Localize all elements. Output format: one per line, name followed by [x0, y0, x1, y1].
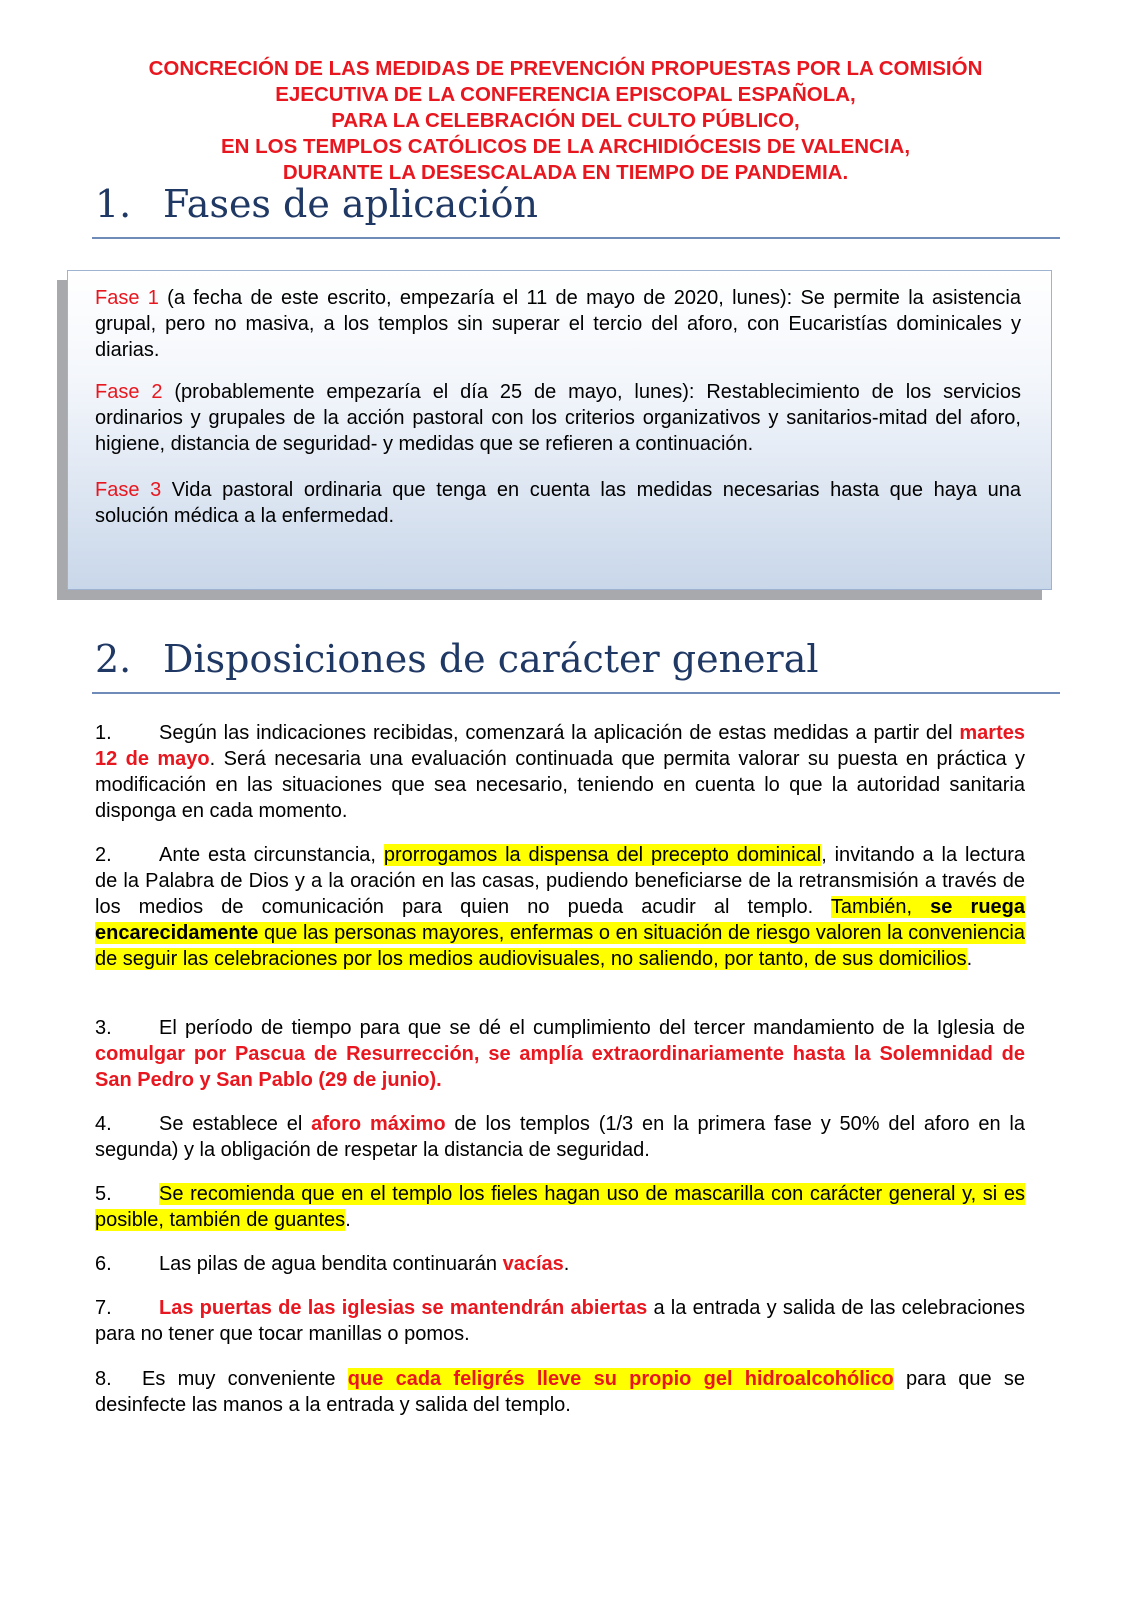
fase-3-label: Fase 3	[95, 479, 162, 501]
section-1-heading	[95, 182, 1060, 226]
item-emphasis: martes 12 de mayo	[95, 722, 1025, 770]
item-number: 8.	[95, 1368, 112, 1390]
fase-1-label: Fase 1	[95, 287, 159, 309]
item-number: 6.	[95, 1253, 112, 1275]
list-item-4	[95, 1111, 1025, 1163]
item-text: de los templos (1/3 en la primera fase y 50% del aforo en la segunda) y la obligación de respetar la distancia de seguridad.	[95, 1113, 1025, 1161]
title-line-1: CONCRECIÓN DE LAS MEDIDAS DE PREVENCIÓN PROPUESTAS POR LA COMISIÓN	[148, 57, 983, 80]
item-emphasis: Las puertas de las iglesias se mantendrán abiertas	[159, 1297, 648, 1319]
item-emphasis: comulgar por Pascua de Resurrección, se amplía extraordinariamente hasta la Solemnidad de San Pedro y San Pablo (29 de junio).	[95, 1043, 1025, 1091]
item-text: Se establece el	[159, 1113, 312, 1135]
item-text: Ante esta circunstancia,	[159, 844, 384, 866]
title-line-3: PARA LA CELEBRACIÓN DEL CULTO PÚBLICO,	[331, 109, 800, 132]
section-2-title: Disposiciones de carácter general	[163, 637, 819, 681]
item-emphasis: vacías	[502, 1253, 564, 1275]
item-text: . Será necesaria una evaluación continuada que permita valorar su puesta en práctica y modificación en las situaciones que sea necesario, teniendo en cuenta lo que la autoridad sanitaria disponga en cada momento.	[95, 748, 1025, 822]
item-text: El período de tiempo para que se dé el cumplimiento del tercer mandamiento de la Iglesia de	[159, 1017, 1025, 1039]
fase-2-label: Fase 2	[95, 381, 163, 403]
item-text: .	[563, 1253, 570, 1275]
item-text: .	[966, 948, 973, 970]
item-text: Las pilas de agua bendita continuarán	[159, 1253, 503, 1275]
section-1-number: 1.	[95, 182, 132, 226]
section-1-title: Fases de aplicación	[163, 182, 538, 226]
section-2-rule	[92, 692, 1060, 694]
fases-box	[67, 270, 1052, 590]
item-number: 1.	[95, 722, 112, 744]
title-line-2: EJECUTIVA DE LA CONFERENCIA EPISCOPAL ESPAÑOLA,	[275, 83, 856, 106]
item-highlight: prorrogamos la dispensa del precepto dominical	[383, 844, 822, 866]
list-item-6	[95, 1251, 1025, 1277]
title-line-4: EN LOS TEMPLOS CATÓLICOS DE LA ARCHIDIÓCESIS DE VALENCIA,	[220, 135, 911, 158]
fase-2-paragraph	[95, 379, 1021, 457]
document-title	[70, 56, 1061, 186]
list-item-8	[95, 1366, 1025, 1418]
item-highlight: Se recomienda que en el templo los fieles hagan uso de mascarilla con carácter general y, si es posible, también de guantes	[95, 1183, 1025, 1231]
section-1-rule	[92, 237, 1060, 239]
item-number: 4.	[95, 1113, 112, 1135]
section-2-number: 2.	[95, 637, 132, 681]
list-item-5	[95, 1181, 1025, 1233]
item-highlight: También,	[830, 896, 931, 918]
item-text: Según las indicaciones recibidas, comenzará la aplicación de estas medidas a partir del	[159, 722, 960, 744]
fase-2-text: (probablemente empezaría el día 25 de mayo, lunes): Restablecimiento de los servicios ordinarios y grupales de la acción pastoral con los criterios organizativos y sanitarios-mitad del aforo, higiene, distancia de seguridad- y medidas que se refieren a continuación.	[95, 381, 1021, 455]
list-item-7	[95, 1295, 1025, 1347]
fase-1-text: (a fecha de este escrito, empezaría el 11 de mayo de 2020, lunes): Se permite la asistencia grupal, pero no masiva, a los templos sin superar el tercio del aforo, con Eucaristías dominicales y diarias.	[95, 287, 1021, 361]
item-text: Es muy conveniente	[142, 1368, 348, 1390]
item-emphasis: aforo máximo	[311, 1113, 446, 1135]
item-number: 2.	[95, 844, 112, 866]
list-item-1	[95, 720, 1025, 824]
item-highlight-emphasis: que cada feligrés lleve su propio gel hidroalcohólico	[347, 1368, 894, 1390]
item-text: .	[345, 1209, 351, 1231]
fase-1-paragraph	[95, 285, 1021, 363]
item-highlight-bold: se ruega encarecidamente	[95, 896, 1025, 944]
fase-3-paragraph	[95, 477, 1021, 529]
item-text: , invitando a la lectura de la Palabra de Dios y a la oración en las casas, pudiendo beneficiarse de la retransmisión a través de los medios de comunicación para quien no pueda acudir al templo.	[95, 844, 1025, 918]
list-item-2	[95, 842, 1025, 972]
section-2-heading	[95, 637, 1060, 681]
item-text: para que se desinfecte las manos a la entrada y salida del templo.	[95, 1368, 1025, 1416]
item-number: 3.	[95, 1017, 112, 1039]
title-line-5: DURANTE LA DESESCALADA EN TIEMPO DE PANDEMIA.	[282, 161, 849, 184]
item-highlight: que las personas mayores, enfermas o en situación de riesgo valoren la conveniencia de seguir las celebraciones por los medios audiovisuales, no saliendo, por tanto, de sus domicilios	[95, 922, 1025, 970]
item-number: 5.	[95, 1183, 112, 1205]
fase-3-text: Vida pastoral ordinaria que tenga en cuenta las medidas necesarias hasta que haya una solución médica a la enfermedad.	[95, 479, 1021, 527]
list-item-3	[95, 1015, 1025, 1093]
item-text: a la entrada y salida de las celebraciones para no tener que tocar manillas o pomos.	[95, 1297, 1026, 1345]
item-number: 7.	[95, 1297, 112, 1319]
